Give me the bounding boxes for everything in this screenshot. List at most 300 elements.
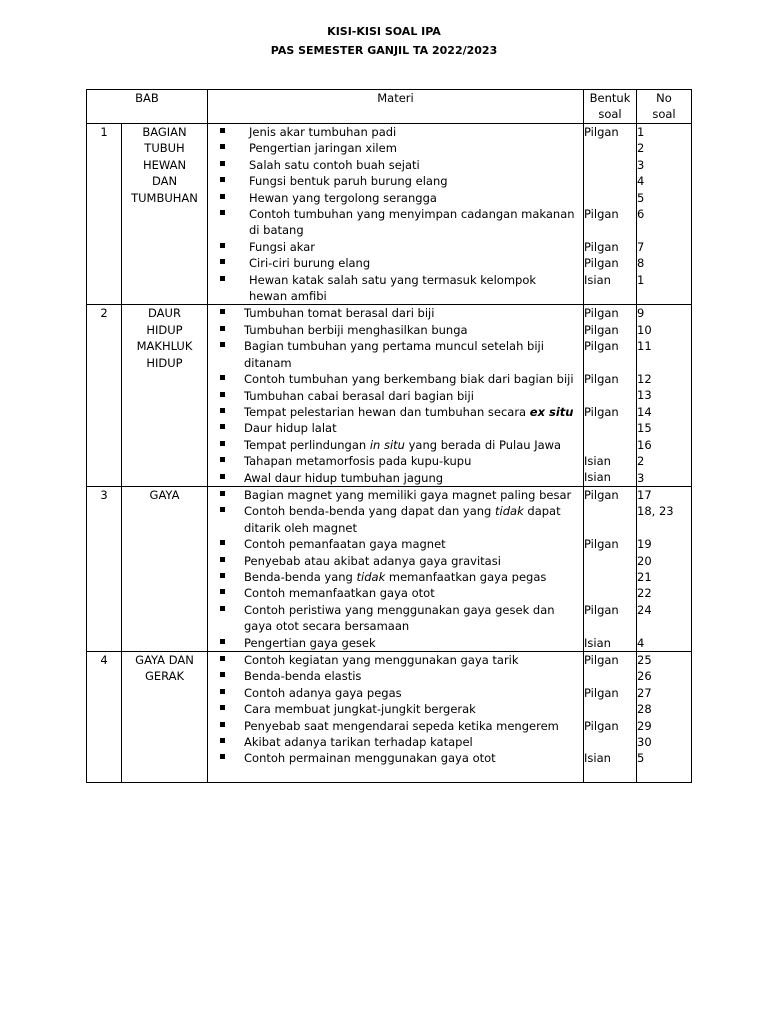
square-bullet-icon (220, 536, 230, 552)
no-soal-cell (637, 668, 691, 684)
bentuk-soal-value: Pilgan (584, 487, 619, 502)
square-bullet-icon (220, 652, 230, 668)
no-soal-value: 22 (637, 586, 652, 601)
materi-item (208, 206, 583, 239)
materi-text (208, 239, 583, 255)
materi-text-line: Cara membuat jungkat-jungkit bergerak (244, 702, 476, 717)
square-bullet-icon (220, 255, 230, 271)
bentuk-soal-value: Pilgan (584, 125, 619, 139)
bentuk-soal-list (584, 486, 637, 651)
materi-text (208, 173, 583, 189)
materi-text-line: Contoh memanfaatkan gaya otot (244, 586, 435, 601)
materi-text (208, 255, 583, 271)
no-soal-cell (637, 124, 691, 140)
bentuk-soal-spacer (584, 618, 636, 634)
materi-text-line (244, 437, 577, 453)
square-bullet-icon (220, 173, 230, 189)
bentuk-soal-value: Isian (584, 470, 611, 485)
bentuk-soal-cell (584, 701, 636, 717)
bentuk-soal-value: Isian (584, 272, 611, 287)
materi-text (208, 305, 583, 321)
no-soal-value: 19 (637, 537, 652, 552)
materi-text-part: Tempat pelestarian hewan dan tumbuhan secara (244, 404, 530, 419)
no-soal-cell (637, 602, 691, 635)
square-bullet-icon (220, 734, 230, 750)
materi-text (208, 206, 583, 239)
materi-text-line: Akibat adanya tarikan terhadap katapel (244, 735, 473, 750)
kisi-kisi-table (86, 89, 692, 783)
bentuk-soal-value: Pilgan (584, 404, 619, 419)
no-soal-value: 20 (637, 553, 652, 568)
materi-text-emphasis: tidak (356, 569, 386, 584)
materi-text (208, 750, 583, 766)
no-soal-value: 28 (637, 702, 652, 717)
no-soal-cell (637, 553, 691, 569)
materi-item (208, 553, 583, 569)
no-soal-cell (637, 338, 691, 371)
no-soal-value: 6 (637, 207, 645, 222)
no-soal-value: 4 (637, 635, 645, 650)
materi-item (208, 685, 583, 701)
bentuk-soal-value: Isian (584, 454, 611, 469)
table-row (87, 124, 692, 305)
no-soal-cell (637, 569, 691, 585)
no-soal-value: 17 (637, 487, 652, 502)
square-bullet-icon (220, 388, 230, 404)
bentuk-soal-cell (584, 206, 636, 239)
no-soal-list (637, 305, 692, 486)
no-soal-value: 9 (637, 306, 645, 321)
square-bullet-icon (220, 338, 230, 354)
no-soal-value: 3 (637, 157, 645, 172)
materi-text-line: Bagian tumbuhan yang pertama muncul setelah biji (244, 339, 544, 354)
materi-text (208, 272, 583, 305)
bentuk-soal-cell (584, 469, 636, 485)
materi-item (208, 470, 583, 486)
materi-text-part: Benda-benda yang (244, 569, 357, 584)
materi-text (208, 470, 583, 486)
bab-title (122, 124, 208, 305)
bentuk-soal-value (584, 553, 636, 569)
bentuk-soal-value (584, 701, 636, 717)
materi-text-line: Daur hidup lalat (244, 421, 337, 436)
no-soal-cell (637, 173, 691, 189)
no-soal-cell (637, 585, 691, 601)
no-soal-cell (637, 701, 691, 717)
square-bullet-icon (220, 718, 230, 734)
document-subtitle: PAS SEMESTER GANJIL TA 2022/2023 (270, 44, 498, 57)
no-soal-value: 13 (637, 388, 652, 403)
bentuk-soal-value (584, 585, 636, 601)
no-soal-cell (637, 652, 691, 668)
materi-item (208, 635, 583, 651)
bentuk-soal-cell (584, 652, 636, 668)
materi-text (208, 652, 583, 668)
bentuk-soal-cell (584, 239, 636, 255)
materi-text (208, 685, 583, 701)
materi-item (208, 305, 583, 321)
bentuk-soal-value (584, 157, 636, 173)
no-soal-value: 5 (637, 190, 645, 205)
no-soal-value: 15 (637, 421, 652, 436)
materi-item (208, 388, 583, 404)
bentuk-soal-value: Pilgan (584, 206, 619, 221)
materi-text-line (244, 404, 577, 420)
bentuk-soal-value: Pilgan (584, 322, 619, 337)
materi-list (208, 305, 584, 486)
no-soal-spacer (637, 222, 691, 238)
bentuk-soal-cell (584, 124, 636, 140)
bentuk-soal-value: Isian (584, 751, 611, 766)
no-soal-value: 26 (637, 669, 652, 684)
no-soal-cell (637, 239, 691, 255)
materi-text-line: Hewan yang tergolong serangga (249, 190, 437, 205)
bentuk-soal-value (584, 437, 636, 453)
no-soal-value: 25 (637, 653, 652, 667)
materi-text (208, 734, 583, 750)
bab-title-line: GERAK (144, 669, 185, 684)
materi-text-line: Tumbuhan cabai berasal dari bagian biji (244, 388, 474, 403)
materi-text (208, 602, 583, 635)
materi-item (208, 420, 583, 436)
materi-text-line: Penyebab saat mengendarai sepeda ketika mengerem (244, 718, 559, 733)
materi-list (208, 652, 584, 783)
materi-item (208, 487, 583, 503)
materi-item (208, 701, 583, 717)
bab-title-line: GAYA DAN (135, 653, 194, 667)
bab-number: 1 (87, 124, 122, 305)
materi-item (208, 585, 583, 601)
no-soal-spacer (637, 618, 691, 634)
square-bullet-icon (220, 437, 230, 453)
square-bullet-icon (220, 124, 230, 140)
bab-title-line: TUBUH (144, 141, 185, 156)
bentuk-soal-spacer (584, 288, 636, 304)
bentuk-soal-cell (584, 272, 636, 305)
header-bab: BAB (87, 90, 208, 124)
materi-item (208, 668, 583, 684)
no-soal-list (637, 486, 692, 651)
no-soal-cell (637, 140, 691, 156)
no-soal-spacer (637, 355, 691, 371)
materi-text (208, 585, 583, 601)
materi-text (208, 157, 583, 173)
bentuk-soal-cell (584, 685, 636, 701)
materi-item (208, 536, 583, 552)
bentuk-soal-spacer (584, 520, 636, 536)
materi-text (208, 569, 583, 585)
bentuk-soal-value (584, 569, 636, 585)
no-soal-value: 5 (637, 751, 645, 766)
no-soal-cell (637, 371, 691, 387)
square-bullet-icon (220, 701, 230, 717)
header-no-soal: No soal (637, 90, 692, 124)
no-soal-value: 2 (637, 454, 645, 469)
bentuk-soal-cell (584, 437, 636, 453)
materi-text (208, 404, 583, 420)
square-bullet-icon (220, 322, 230, 338)
materi-text-emphasis: in situ (369, 437, 405, 452)
materi-text (208, 322, 583, 338)
bentuk-soal-cell (584, 635, 636, 651)
materi-text (208, 668, 583, 684)
materi-item (208, 453, 583, 469)
bentuk-soal-spacer (584, 355, 636, 371)
materi-text-line: Contoh peristiwa yang menggunakan gaya gesek dan (244, 602, 555, 617)
bentuk-soal-value (584, 387, 636, 403)
no-soal-list (637, 652, 692, 783)
no-soal-cell (637, 272, 691, 305)
no-soal-spacer (637, 520, 691, 536)
bentuk-soal-cell (584, 387, 636, 403)
materi-item (208, 602, 583, 635)
no-soal-value: 11 (637, 339, 652, 354)
materi-item (208, 503, 583, 536)
materi-text (208, 140, 583, 156)
bab-title (122, 652, 208, 783)
materi-item (208, 371, 583, 387)
no-soal-list (637, 124, 692, 305)
materi-item (208, 404, 583, 420)
materi-text-line: gaya otot secara bersamaan (244, 619, 410, 634)
bentuk-soal-cell (584, 190, 636, 206)
square-bullet-icon (220, 602, 230, 618)
no-soal-value: 21 (637, 569, 652, 584)
no-soal-value: 8 (637, 256, 645, 271)
square-bullet-icon (220, 453, 230, 469)
no-soal-cell (637, 420, 691, 436)
materi-text-line: ditanam (244, 355, 292, 370)
table-row (87, 486, 692, 651)
materi-text-line: Contoh kegiatan yang menggunakan gaya tarik (244, 653, 519, 667)
materi-text-emphasis: tidak (495, 504, 524, 519)
materi-text-line: Contoh permainan menggunakan gaya otot (244, 751, 496, 766)
materi-text-line: Tahapan metamorfosis pada kupu-kupu (244, 454, 472, 469)
bentuk-soal-cell (584, 255, 636, 271)
bentuk-soal-value (584, 173, 636, 189)
materi-item (208, 173, 583, 189)
header-materi: Materi (208, 90, 584, 124)
materi-text-line: hewan amfibi (249, 289, 327, 304)
materi-text-line: Pengertian gaya gesek (244, 635, 376, 650)
materi-text-part: memanfaatkan gaya pegas (385, 569, 547, 584)
materi-text-part: dapat (523, 504, 561, 519)
materi-text-line: Fungsi bentuk paruh burung elang (249, 174, 448, 189)
no-soal-cell (637, 734, 691, 750)
materi-item (208, 239, 583, 255)
bentuk-soal-cell (584, 602, 636, 635)
materi-list (208, 486, 584, 651)
bentuk-soal-cell (584, 569, 636, 585)
materi-item (208, 718, 583, 734)
no-soal-cell (637, 503, 691, 536)
square-bullet-icon (220, 140, 230, 156)
materi-text (208, 503, 583, 536)
materi-item (208, 255, 583, 271)
bab-title (122, 486, 208, 651)
materi-text-line: Pengertian jaringan xilem (249, 141, 397, 156)
no-soal-cell (637, 536, 691, 552)
bentuk-soal-cell (584, 338, 636, 371)
no-soal-cell (637, 470, 691, 486)
bab-title-line: DAN (151, 174, 178, 189)
materi-text-part: Tempat perlindungan (244, 437, 370, 452)
document-title: KISI-KISI SOAL IPA (327, 25, 441, 38)
no-soal-cell (637, 437, 691, 453)
materi-item (208, 750, 583, 766)
no-soal-value: 10 (637, 322, 652, 337)
no-soal-cell (637, 255, 691, 271)
bab-title-line: HIDUP (146, 322, 183, 337)
bab-title-line: MAKHLUK (136, 339, 193, 354)
materi-text-line: Tumbuhan tomat berasal dari biji (244, 306, 435, 321)
no-soal-cell (637, 305, 691, 321)
bentuk-soal-cell (584, 371, 636, 387)
bentuk-soal-cell (584, 404, 636, 420)
square-bullet-icon (220, 470, 230, 486)
bentuk-soal-cell (584, 734, 636, 750)
materi-item (208, 338, 583, 371)
bentuk-soal-cell (584, 157, 636, 173)
no-soal-spacer (637, 288, 691, 304)
bentuk-soal-cell (584, 173, 636, 189)
materi-text-line (244, 569, 577, 585)
materi-text-line: Jenis akar tumbuhan padi (249, 125, 397, 139)
materi-text (208, 420, 583, 436)
bentuk-soal-cell (584, 718, 636, 734)
bentuk-soal-value: Pilgan (584, 537, 619, 552)
no-soal-value: 1 (637, 272, 645, 287)
bab-title-line: DAUR (148, 306, 181, 321)
no-soal-value: 3 (637, 470, 645, 485)
bab-title-line: GAYA (149, 487, 180, 502)
materi-item (208, 190, 583, 206)
no-soal-value: 30 (637, 735, 652, 750)
materi-text (208, 338, 583, 371)
square-bullet-icon (220, 569, 230, 585)
materi-text (208, 453, 583, 469)
square-bullet-icon (220, 487, 230, 503)
bab-title-line: HIDUP (146, 355, 183, 370)
table-row (87, 652, 692, 783)
materi-text-line: Bagian magnet yang memiliki gaya magnet paling besar (244, 487, 572, 502)
materi-text-line: Hewan katak salah satu yang termasuk kelompok (249, 272, 537, 287)
no-soal-value: 7 (637, 239, 645, 254)
materi-text-line: di batang (249, 223, 304, 238)
bab-number: 3 (87, 486, 122, 651)
bentuk-soal-value (584, 668, 636, 684)
no-soal-cell (637, 387, 691, 403)
materi-text (208, 536, 583, 552)
materi-text-line: Benda-benda elastis (244, 669, 362, 684)
bentuk-soal-value: Pilgan (584, 602, 619, 617)
bentuk-soal-list (584, 305, 637, 486)
square-bullet-icon (220, 553, 230, 569)
bentuk-soal-cell (584, 503, 636, 536)
bentuk-soal-value: Pilgan (584, 256, 619, 271)
bentuk-soal-cell (584, 322, 636, 338)
bentuk-soal-value: Pilgan (584, 685, 619, 700)
no-soal-value: 2 (637, 141, 645, 156)
no-soal-value: 29 (637, 718, 652, 733)
materi-item (208, 272, 583, 305)
materi-text (208, 190, 583, 206)
square-bullet-icon (220, 272, 230, 288)
square-bullet-icon (220, 371, 230, 387)
materi-text (208, 437, 583, 453)
materi-text-line: Salah satu contoh buah sejati (249, 157, 420, 172)
no-soal-cell (637, 206, 691, 239)
no-soal-value: 14 (637, 404, 652, 419)
bentuk-soal-value: Pilgan (584, 372, 619, 387)
bentuk-soal-value: Pilgan (584, 239, 619, 254)
materi-text (208, 553, 583, 569)
bab-title (122, 305, 208, 486)
square-bullet-icon (220, 206, 230, 222)
square-bullet-icon (220, 503, 230, 519)
materi-text-emphasis: ex situ (529, 404, 574, 419)
square-bullet-icon (220, 420, 230, 436)
square-bullet-icon (220, 190, 230, 206)
bentuk-soal-cell (584, 487, 636, 503)
square-bullet-icon (220, 239, 230, 255)
materi-text-line: Contoh tumbuhan yang menyimpan cadangan makanan (249, 207, 575, 222)
bentuk-soal-cell (584, 750, 636, 766)
no-soal-value: 4 (637, 174, 645, 189)
materi-text-line (244, 503, 577, 519)
materi-item (208, 652, 583, 668)
no-soal-cell (637, 685, 691, 701)
no-soal-cell (637, 453, 691, 469)
table-row (87, 305, 692, 486)
bentuk-soal-value (584, 140, 636, 156)
materi-item (208, 124, 583, 140)
materi-text-part: yang berada di Pulau Jawa (404, 437, 562, 452)
materi-item (208, 569, 583, 585)
bentuk-soal-value (584, 503, 636, 519)
materi-text (208, 718, 583, 734)
materi-text (208, 124, 583, 140)
bentuk-soal-cell (584, 585, 636, 601)
table-header-row (87, 90, 692, 124)
bentuk-soal-value: Pilgan (584, 653, 619, 667)
no-soal-value: 1 (637, 125, 645, 139)
bentuk-soal-cell (584, 668, 636, 684)
materi-text (208, 701, 583, 717)
bentuk-soal-value: Pilgan (584, 718, 619, 733)
bentuk-soal-cell (584, 536, 636, 552)
materi-text-line: Awal daur hidup tumbuhan jagung (244, 470, 444, 485)
materi-text-line: Contoh adanya gaya pegas (244, 685, 402, 700)
materi-text-line: Ciri-ciri burung elang (249, 256, 371, 271)
no-soal-value: 24 (637, 602, 652, 617)
square-bullet-icon (220, 305, 230, 321)
square-bullet-icon (220, 585, 230, 601)
no-soal-cell (637, 404, 691, 420)
materi-text (208, 635, 583, 651)
materi-item (208, 157, 583, 173)
no-soal-value: 16 (637, 437, 652, 452)
materi-text-line: ditarik oleh magnet (244, 520, 357, 535)
square-bullet-icon (220, 635, 230, 651)
square-bullet-icon (220, 404, 230, 420)
materi-text-part: Contoh benda-benda yang dapat dan yang (244, 504, 496, 519)
no-soal-cell (637, 718, 691, 734)
bab-title-line: BAGIAN (142, 125, 187, 139)
bab-title-line: TUMBUHAN (131, 190, 198, 205)
materi-item (208, 140, 583, 156)
no-soal-cell (637, 322, 691, 338)
